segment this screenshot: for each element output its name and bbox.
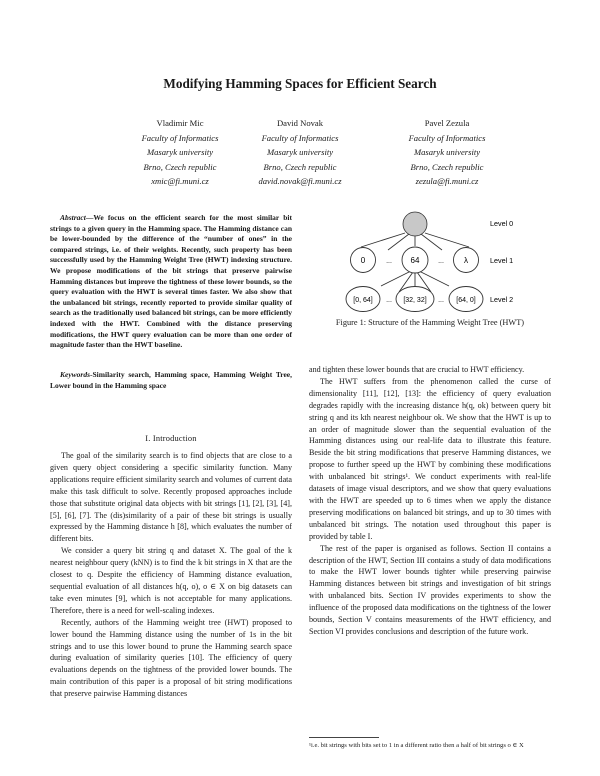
level-label: Level 0 <box>490 219 514 228</box>
level1-node-label: 0 <box>360 256 366 265</box>
edge <box>425 233 469 247</box>
paragraph: The HWT suffers from the phenomenon called the curse of dimensionality [11], [12], [13]: the efficiency of query evaluation degrades rapidly with the increasing distance h(q, ok) between query bit string q and its kth nearest neighbour ok. We show that the HWT is up to an order of magnitude slower than the sequential evaluation of the Hamming distances using our real-life data to illustrate this feature. Beside the bit string modifications that preserve Hamming distances, we propose to further speed up the HWT by combining these modifications with unbalanced bit strings¹. We conduct experiments with real-life datasets of image visual descriptors, and we show that query evaluations with the HWT are speeded up to 6 times when we apply the distance preserving modifications on balanced bit strings, and up to 30 times with unbalanced bit strings. The notation used throughout this paper is provided by table I. <box>309 376 551 541</box>
level-label: Level 1 <box>490 256 514 265</box>
author-affiliation: Faculty of Informatics <box>408 132 486 143</box>
author-university: Masaryk university <box>266 147 334 158</box>
intro-column <box>50 450 292 700</box>
edge <box>388 234 409 250</box>
edge <box>421 234 442 250</box>
level1-node-label: λ <box>464 256 468 265</box>
keywords-text: -Similarity search, Hamming space, Hamming Weight Tree, Lower bound in the Hamming space <box>50 370 292 390</box>
level1-node-label: 64 <box>410 256 420 265</box>
keywords-label: Keywords <box>60 370 90 379</box>
edge <box>419 271 449 286</box>
author-location: Brno, Czech republic <box>263 161 337 172</box>
author-block <box>362 116 532 189</box>
author-university: Masaryk university <box>146 147 214 158</box>
author-name: David Novak <box>276 118 324 128</box>
abstract <box>50 213 292 351</box>
author-email[interactable]: xmic@fi.muni.cz <box>151 176 209 187</box>
right-column <box>309 364 551 638</box>
paragraph: and tighten these lower bounds that are crucial to HWT efficiency. <box>309 365 525 374</box>
author-location: Brno, Czech republic <box>143 161 217 172</box>
level2-node-label: [32, 32] <box>403 297 427 304</box>
hwt-figure <box>309 205 551 315</box>
level2-node-label: [64, 0] <box>456 297 476 304</box>
paper-title: Modifying Hamming Spaces for Efficient Search <box>163 76 437 91</box>
author-email[interactable]: zezula@fi.muni.cz <box>415 176 479 187</box>
author-block <box>215 116 385 189</box>
level-label: Level 2 <box>490 295 514 304</box>
ellipsis: ... <box>438 297 444 304</box>
author-university: Masaryk university <box>413 147 481 158</box>
author-name: Pavel Zezula <box>424 118 470 128</box>
keywords <box>50 370 292 391</box>
author-name: Vladimir Mic <box>156 118 204 128</box>
abstract-text: —We focus on the efficient search for the most similar bit strings to a given query in the Hamming space. The Hamming distance can be lower-bounded by the difference of the “number of ones” in the compared strings, i.e. of their weights. Recently, such property has been successfully used by the Hamming Weight Tree (HWT) indexing structure. We propose modifications of the bit strings that preserve pairwise Hamming distances but improve the tightness of these lower bounds, so the query evaluation with the HWT is several times faster. We also show that the unbalanced bit strings, recently reported to provide similar quality of search as the traditionally used balanced bit strings, can be more efficiently indexed with the HWT. Combined with the distance preserving modifications, the HWT query evaluation can be more than one order of magnitude faster than the HWT baseline. <box>50 213 292 350</box>
author-affiliation: Faculty of Informatics <box>261 132 339 143</box>
section-heading: I. Introduction <box>145 434 197 443</box>
root-node <box>403 212 427 236</box>
edge <box>381 271 411 286</box>
author-location: Brno, Czech republic <box>410 161 484 172</box>
level2-node-label: [0, 64] <box>353 297 373 304</box>
author-affiliation: Faculty of Informatics <box>141 132 219 143</box>
abstract-label: Abstract <box>60 213 86 222</box>
paragraph: The goal of the similarity search is to find objects that are close to a given query object considering a specific similarity function. Many applications require efficient similarity search and volumes of current data make this task difficult to solve. Recently proposed approaches include those that substitute original data objects with bit strings [1], [2], [3], [4], [5], [6], [7]. The (dis)similarity of a pair of these bit strings is usually expressed by the Hamming distance h [8], which evaluates the number of different bits. <box>50 451 292 544</box>
figure-caption: Figure 1: Structure of the Hamming Weight Tree (HWT) <box>335 318 525 327</box>
ellipsis: ... <box>386 258 392 265</box>
paragraph: The rest of the paper is organised as follows. Section II contains a description of the HWT, Section III contains a study of data modifications to make the HWT lower bounds tighter while preserving pairwise Hamming distances between bit strings and investigation of bit strings with unbalanced bits. Section IV provides experiments to show the influence of the proposed data modifications on the tightness of the lower bounds, Section V contains measurements of the HWT efficiency, and Section VI provides conclusions and description of the future work. <box>309 543 551 636</box>
paragraph: Recently, authors of the Hamming weight tree (HWT) proposed to lower bound the Hamming distance using the number of 1s in the bit strings and to use this lower bound to prune the Hamming search space during evaluation of similarity queries [10]. The efficiency of query evaluations depends on the tightness of the provided lower bounds. The main contribution of this paper is a proposal of bit string modifications that preserve pairwise Hamming distances <box>50 617 292 699</box>
paragraph: We consider a query bit string q and dataset X. The goal of the k nearest neighbour query (kNN) is to find the k bit strings in X that are the closest to q. Despite the efficiency of Hamming distance evaluation, sequential evaluation of all distances h(q, o), o ∈ X on big datasets can take even minutes [9], which is not acceptable for many applications. Therefore, there is a need for well-scaling indexes. <box>50 546 292 615</box>
author-email[interactable]: david.novak@fi.muni.cz <box>258 176 342 187</box>
footnote: ¹i.e. bit strings with bits set to 1 in a different ratio then a half of bit strings o ∈ X <box>309 742 524 749</box>
ellipsis: ... <box>438 258 444 265</box>
ellipsis: ... <box>386 297 392 304</box>
edge <box>361 233 405 247</box>
footnote-rule <box>309 737 379 738</box>
